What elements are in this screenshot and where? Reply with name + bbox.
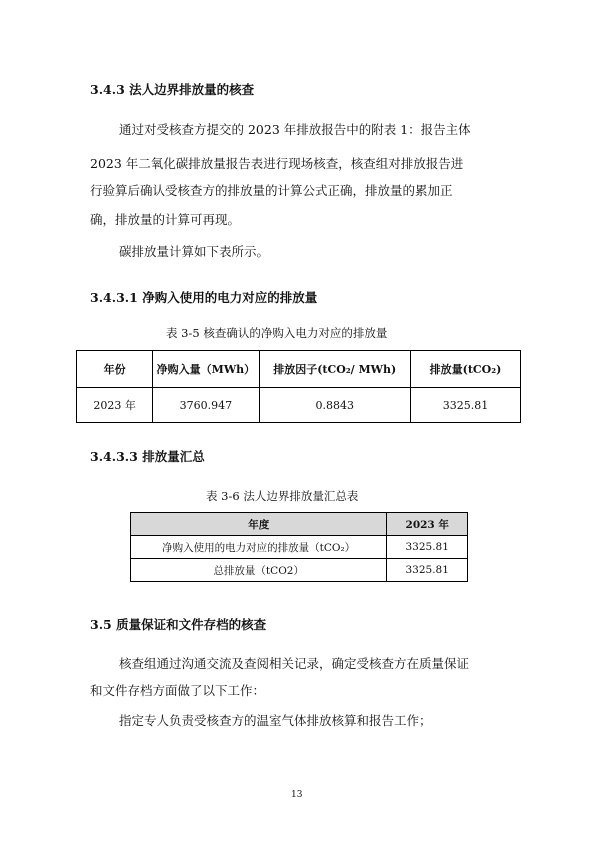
- summary-table: [130, 512, 468, 582]
- page-number: 13: [291, 790, 303, 800]
- cell-value: 3325.81: [387, 536, 468, 559]
- table-row: [131, 559, 468, 582]
- cell-emissions: 3325.81: [410, 388, 520, 423]
- table-caption-3-5: 表 3-5 核查确认的净购入电力对应的排放量: [166, 326, 388, 340]
- header-net-purchase: 净购入量（MWh）: [153, 351, 259, 388]
- cell-value: 3325.81: [387, 559, 468, 582]
- table-header-row: [77, 351, 521, 388]
- table-row: [77, 388, 521, 423]
- table-header-row: [131, 513, 468, 536]
- paragraph-line: 行验算后确认受核查方的排放量的计算公式正确，排放量的累加正: [90, 183, 453, 198]
- paragraph-line: 确，排放量的计算可再现。: [90, 212, 241, 227]
- section-heading-3-4-3-3: 3.4.3.3 排放量汇总: [90, 449, 205, 464]
- cell-year: 2023 年: [77, 388, 153, 423]
- table-row: [131, 536, 468, 559]
- section-heading-3-5: 3.5 质量保证和文件存档的核查: [90, 617, 267, 632]
- section-heading-3-4-3: 3.4.3 法人边界排放量的核查: [90, 82, 255, 97]
- cell-net-purchase: 3760.947: [153, 388, 259, 423]
- table-caption-3-6: 表 3-6 法人边界排放量汇总表: [206, 489, 359, 503]
- header-item: 年度: [131, 513, 387, 536]
- cell-item: 总排放量（tCO2）: [131, 559, 387, 582]
- header-2023: 2023 年: [387, 513, 468, 536]
- cell-item: 净购入使用的电力对应的排放量（tCO₂）: [131, 536, 387, 559]
- paragraph-line: 核查组通过沟通交流及查阅相关记录，确定受核查方在质量保证: [119, 656, 470, 671]
- paragraph-calc-intro: 碳排放量计算如下表所示。: [119, 244, 270, 259]
- header-emissions: 排放量(tCO₂): [410, 351, 520, 388]
- header-emission-factor: 排放因子(tCO₂/ MWh): [259, 351, 410, 388]
- paragraph-line: 和文件存档方面做了以下工作：: [90, 683, 266, 698]
- paragraph-line: 通过对受核查方提交的 2023 年排放报告中的附表 1：报告主体: [119, 122, 471, 137]
- emissions-table: [76, 350, 521, 423]
- paragraph-line: 指定专人负责受核查方的温室气体排放核算和报告工作；: [119, 713, 432, 728]
- header-year: 年份: [77, 351, 153, 388]
- cell-emission-factor: 0.8843: [259, 388, 410, 423]
- paragraph-line: 2023 年二氧化碳排放量报告表进行现场核查，核查组对排放报告进: [90, 156, 464, 171]
- section-heading-3-4-3-1: 3.4.3.1 净购入使用的电力对应的排放量: [90, 290, 318, 305]
